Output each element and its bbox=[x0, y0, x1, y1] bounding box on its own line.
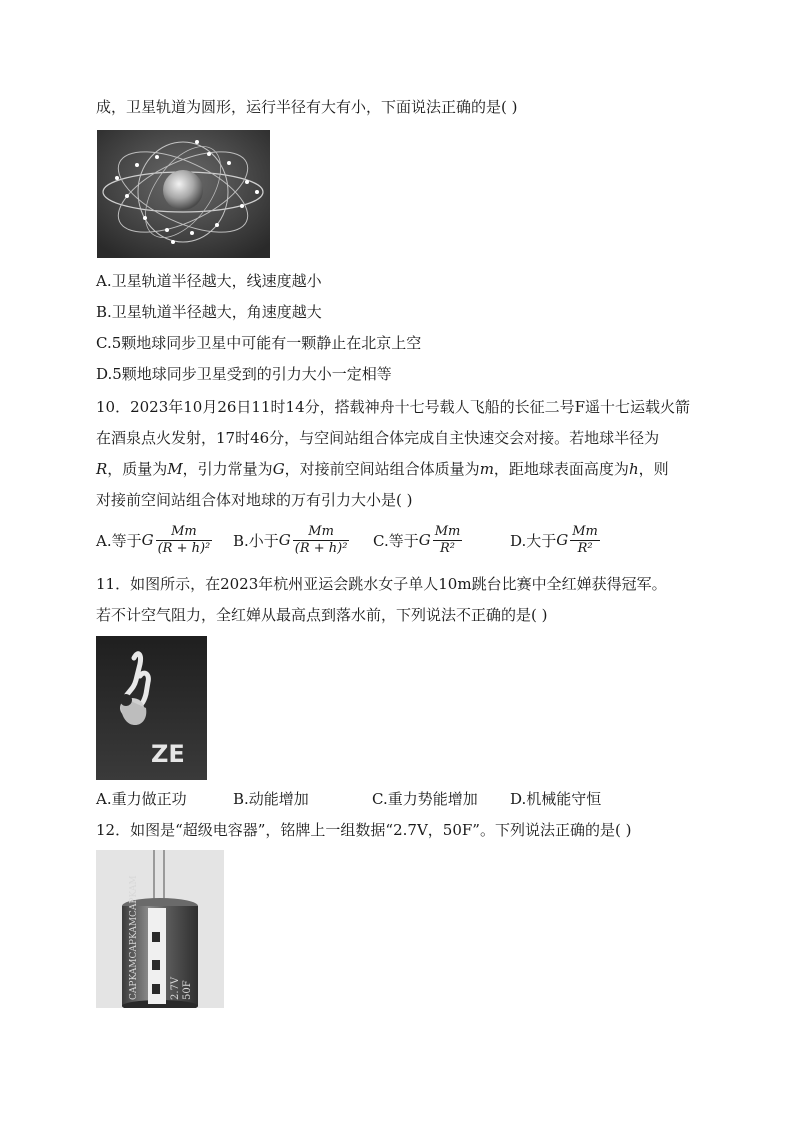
numerator: Mm bbox=[308, 523, 334, 539]
fraction bbox=[156, 524, 213, 557]
option-prefix: A.等于 bbox=[96, 531, 142, 550]
fraction bbox=[570, 524, 600, 557]
numerator: Mm bbox=[171, 523, 197, 539]
denominator: R² bbox=[577, 540, 593, 556]
satellite-orbit-image bbox=[97, 130, 270, 258]
option-prefix: C.等于 bbox=[373, 531, 419, 550]
q9-option-b: B.卫星轨道半径越大，角速度越大 bbox=[96, 303, 322, 321]
fraction bbox=[293, 524, 350, 557]
q10-text-seg: ，则 bbox=[638, 460, 669, 478]
q11-stem-line2: 若不计空气阻力，全红婵从最高点到落水前，下列说法不正确的是( ) bbox=[96, 606, 548, 624]
var-m-big: M bbox=[167, 460, 183, 478]
q12-stem-line1: 12．如图是“超级电容器”，铭牌上一组数据“2.7V，50F”。下列说法正确的是( ) bbox=[96, 821, 632, 839]
q10-text-seg: ，质量为 bbox=[107, 460, 168, 478]
var-g: G bbox=[272, 460, 285, 478]
q10-options bbox=[96, 518, 696, 562]
figure-letters bbox=[151, 740, 185, 768]
supercapacitor-photo bbox=[96, 850, 224, 1008]
capacitor-farad-text: 50F bbox=[182, 980, 193, 1000]
capacitor-farad bbox=[182, 980, 193, 1000]
numerator: Mm bbox=[572, 523, 598, 539]
q10-stem-line1: 10．2023年10月26日11时14分，搭载神舟十七号载人飞船的长征二号F遥十七运载火箭 bbox=[96, 398, 691, 416]
q10-text-seg: ，引力常量为 bbox=[182, 460, 273, 478]
q11-option-a: A.重力做正功 bbox=[96, 790, 187, 808]
q10-text-seg: ，对接前空间站组合体质量为 bbox=[284, 460, 480, 478]
fraction bbox=[433, 524, 463, 557]
var-r: R bbox=[96, 460, 108, 478]
q10-text-seg: ，距地球表面高度为 bbox=[493, 460, 629, 478]
gravity-constant: G bbox=[141, 531, 154, 549]
q11-option-b: B.动能增加 bbox=[233, 790, 309, 808]
satellite-orbit-figure bbox=[97, 130, 270, 258]
q10-stem-line2: 在酒泉点火发射，17时46分，与空间站组合体完成自主快速交会对接。若地球半径为 bbox=[96, 429, 660, 447]
q11-stem-line1: 11．如图所示，在2023年杭州亚运会跳水女子单人10m跳台比赛中全红婵获得冠军。 bbox=[96, 575, 667, 593]
q9-stem-tail: 成，卫星轨道为圆形，运行半径有大有小，下面说法正确的是( ) bbox=[96, 98, 518, 116]
denominator: R² bbox=[440, 540, 456, 556]
gravity-constant: G bbox=[556, 531, 569, 549]
q11-option-d: D.机械能守恒 bbox=[510, 790, 602, 808]
figure-letters-text: ZE bbox=[151, 740, 185, 768]
gravity-constant: G bbox=[278, 531, 291, 549]
q10-option-b bbox=[233, 518, 349, 562]
q10-option-d bbox=[510, 518, 600, 562]
q9-option-a: A.卫星轨道半径越大，线速度越小 bbox=[96, 272, 322, 290]
q9-option-c: C.5颗地球同步卫星中可能有一颗静止在北京上空 bbox=[96, 334, 422, 352]
capacitor-brand bbox=[129, 875, 139, 1000]
denominator: (R + h)² bbox=[157, 540, 211, 556]
numerator: Mm bbox=[434, 523, 461, 539]
var-h: h bbox=[628, 460, 639, 478]
q10-option-c bbox=[373, 518, 462, 562]
denominator: (R + h)² bbox=[294, 540, 348, 556]
q10-option-a bbox=[96, 518, 212, 562]
q10-stem-line4: 对接前空间站组合体对地球的万有引力大小是( ) bbox=[96, 491, 413, 509]
q9-option-d: D.5颗地球同步卫星受到的引力大小一定相等 bbox=[96, 365, 392, 383]
var-m-small: m bbox=[479, 460, 494, 478]
gravity-constant: G bbox=[418, 531, 431, 549]
option-prefix: B.小于 bbox=[233, 531, 279, 550]
diver-photo bbox=[96, 636, 207, 780]
q10-stem-line3 bbox=[96, 458, 669, 480]
capacitor-voltage bbox=[170, 976, 181, 1000]
diver-image bbox=[96, 636, 207, 780]
capacitor-brand-text: CAPKAMCAPKAMCAPKAM bbox=[129, 875, 139, 1000]
supercapacitor-image bbox=[96, 850, 224, 1008]
q11-option-c: C.重力势能增加 bbox=[372, 790, 478, 808]
option-prefix: D.大于 bbox=[510, 531, 557, 550]
capacitor-voltage-text: 2.7V bbox=[170, 976, 181, 1000]
